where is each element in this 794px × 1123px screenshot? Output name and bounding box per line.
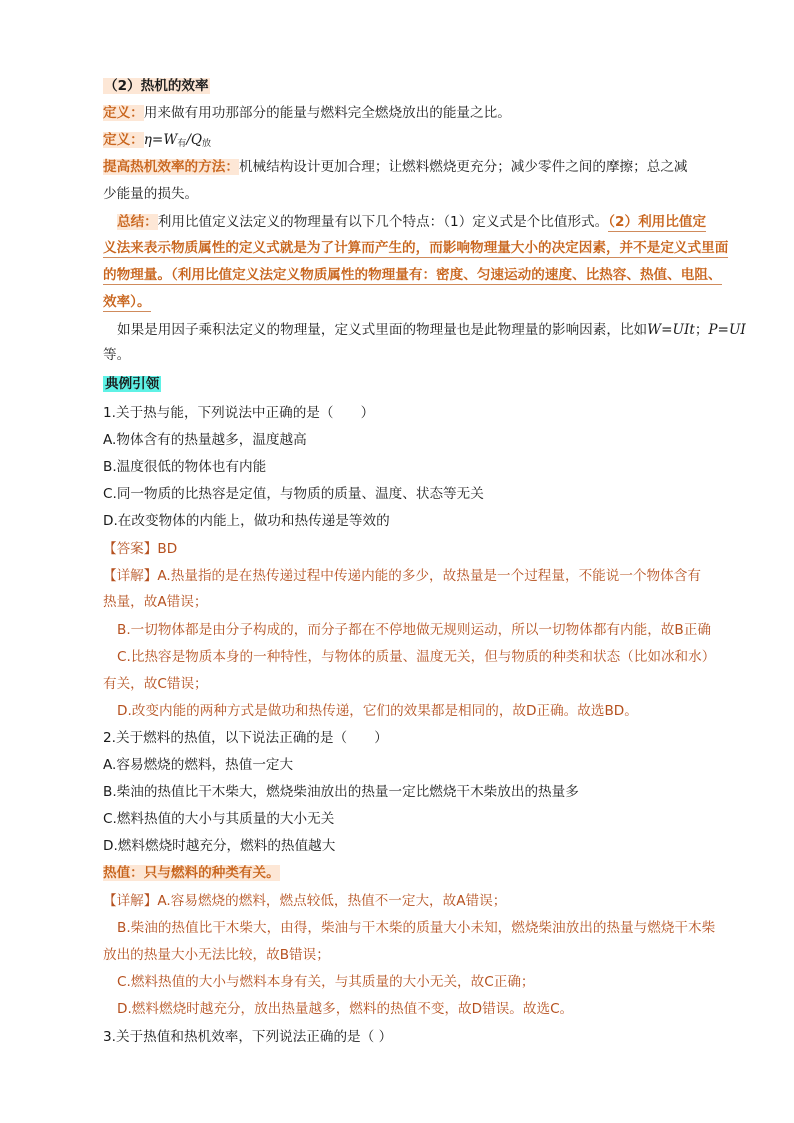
section-heading <box>103 76 210 96</box>
q1-detail-text-1: A.热量指的是在热传递过程中传递内能的多少，故热量是一个过程量，不能说一个物体含有 <box>157 568 701 584</box>
formula-sub-b: 放 <box>202 139 212 149</box>
q2-option-b: B.柴油的热值比干木柴大，燃烧柴油放出的热量一定比燃烧干木柴放出的热量多 <box>103 784 579 800</box>
q2-stem: 2.关于燃料的热值，以下说法正确的是（ ） <box>103 730 388 746</box>
q2-detail-text-1: A.容易燃烧的燃料，燃点较低，热值不一定大，故A错误； <box>157 893 507 909</box>
section-heading-text: （2）热机的效率 <box>104 78 209 94</box>
formula-sub-a: 有 <box>177 139 187 149</box>
definition-2 <box>103 130 211 154</box>
summary-text-1: 利用比值定义法定义的物理量有以下几个特点：（1）定义式是个比值形式。 <box>157 214 609 230</box>
q2-note-text: 热值：只与燃料的种类有关。 <box>103 865 280 881</box>
q1-detail-label: 【详解】 <box>103 568 158 584</box>
q1-detail-line-5: 有关，故C错误； <box>103 676 208 692</box>
summary-emphasis-3: 的物理量。（利用比值定义法定义物质属性的物理量有：密度、匀速运动的速度、比热容、热值、电阻、 <box>103 267 722 283</box>
definition-1 <box>103 103 511 123</box>
definition-2-label: 定义： <box>103 132 144 148</box>
factor-text-1: 如果是用因子乘积法定义的物理量，定义式里面的物理量也是此物理量的影响因素，比如 <box>117 322 648 338</box>
summary-line-1 <box>117 212 706 232</box>
q1-stem: 1.关于热与能，下列说法中正确的是（ ） <box>103 405 375 421</box>
q2-detail-line-5: D.燃料燃烧时越充分，放出热量越多，燃料的热值不变，故D错误。故选C。 <box>117 1001 574 1017</box>
q1-option-a: A.物体含有的热量越多，温度越高 <box>103 432 307 448</box>
q2-option-d: D.燃料燃烧时越充分，燃料的热值越大 <box>103 838 336 854</box>
factor-product-line-2: 等。 <box>103 347 131 363</box>
q2-detail-line-2: B.柴油的热值比干木柴大，由得，柴油与干木柴的质量大小未知，燃烧柴油放出的热量与燃烧干木柴 <box>117 920 716 936</box>
improve-label: 提高热机效率的方法： <box>103 159 239 175</box>
examples-label: 典例引领 <box>105 376 160 392</box>
formula-p-ui: P=UI <box>708 322 746 338</box>
formula-w-uit: W=UIt <box>647 322 695 338</box>
formula-part-b: /Q <box>186 132 203 148</box>
q2-detail-line-3: 放出的热量大小无法比较，故B错误； <box>103 947 330 963</box>
q1-detail-line-2: 热量，故A错误； <box>103 594 208 610</box>
examples-heading <box>103 374 161 394</box>
q1-detail-line-6: D.改变内能的两种方式是做功和热传递，它们的效果都是相同的，故D正确。故选BD。 <box>117 703 638 719</box>
improve-efficiency <box>103 157 688 177</box>
summary-emphasis-2: 义法来表示物质属性的定义式就是为了计算而产生的，而影响物理量大小的决定因素，并不是定义式里面 <box>103 240 729 256</box>
factor-product-line-1 <box>117 320 746 340</box>
q2-detail-label: 【详解】 <box>103 893 158 909</box>
q1-detail-line-1 <box>103 566 701 586</box>
q1-detail-line-3: B.一切物体都是由分子构成的，而分子都在不停地做无规则运动，所以一切物体都有内能，故B正确 <box>117 622 711 638</box>
summary-line-2 <box>103 238 728 258</box>
improve-text-2: 少能量的损失。 <box>103 186 199 202</box>
summary-emphasis-4: 效率）。 <box>103 294 151 310</box>
q1-answer: 【答案】BD <box>103 541 178 557</box>
formula-part-a: η=W <box>143 132 178 148</box>
q2-option-c: C.燃料热值的大小与其质量的大小无关 <box>103 811 335 827</box>
summary-label: 总结： <box>117 214 158 230</box>
q1-option-c: C.同一物质的比热容是定值，与物质的质量、温度、状态等无关 <box>103 486 484 502</box>
definition-1-label: 定义： <box>103 105 144 121</box>
q1-option-b: B.温度很低的物体也有内能 <box>103 459 267 475</box>
q1-option-d: D.在改变物体的内能上，做功和热传递是等效的 <box>103 513 390 529</box>
q2-detail-line-4: C.燃料热值的大小与燃料本身有关，与其质量的大小无关，故C正确； <box>117 974 535 990</box>
summary-line-4 <box>103 292 151 312</box>
q2-note <box>103 863 280 883</box>
q3-stem: 3.关于热值和热机效率，下列说法正确的是（ ） <box>103 1029 393 1045</box>
definition-1-text: 用来做有用功那部分的能量与燃料完全燃烧放出的能量之比。 <box>143 105 511 121</box>
factor-separator: ； <box>694 322 709 338</box>
efficiency-formula <box>144 132 211 148</box>
summary-emphasis-1: （2）利用比值定 <box>608 214 707 230</box>
improve-text-1: 机械结构设计更加合理；让燃料燃烧更充分；减少零件之间的摩擦；总之减 <box>238 159 688 175</box>
q2-detail-line-1 <box>103 891 506 911</box>
q2-option-a: A.容易燃烧的燃料，热值一定大 <box>103 757 294 773</box>
summary-line-3 <box>103 265 722 285</box>
q1-detail-line-4: C.比热容是物质本身的一种特性，与物体的质量、温度无关，但与物质的种类和状态（比如冰和水） <box>117 649 716 665</box>
